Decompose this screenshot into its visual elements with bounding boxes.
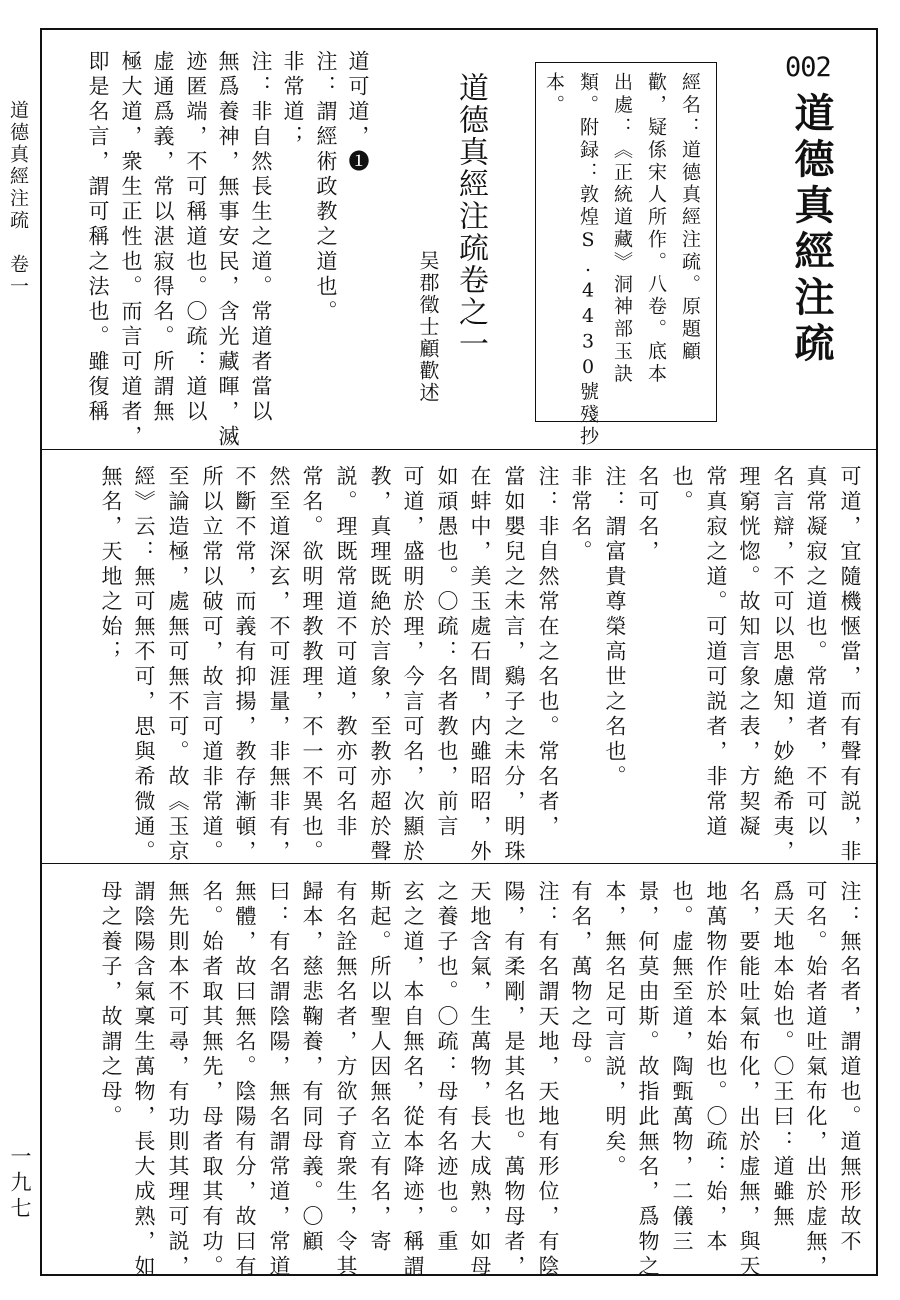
text-column: 本，無名足可言説，明矣。	[603, 880, 627, 1180]
text-column: 無名，天地之始；	[99, 465, 123, 665]
text-column: 無爲養神，無事安民，含光藏暉，滅	[216, 50, 240, 450]
text-column: 爲天地本始也。〇王曰：道雖無	[771, 880, 795, 1230]
text-column: 母之養子，故謂之母。	[99, 880, 123, 1130]
text-column: 在蚌中，美玉處石間，内雖昭昭，外	[468, 465, 492, 865]
book-title: 道德真經注疏	[788, 92, 835, 368]
text-column: 歸本，慈悲鞠養，有同母義。〇顧	[300, 880, 324, 1255]
entry-number: 002	[785, 52, 831, 83]
text-column: 景，何莫由斯。故指此無名，爲物之	[636, 880, 660, 1280]
text-column: 名可名，	[636, 465, 660, 565]
text-column: 道可道，❶	[346, 50, 370, 175]
text-column: 然至道深玄，不可涯量，非無非有，	[267, 465, 291, 865]
text-column: 可道，盛明於理，今言可名，次顯於	[401, 465, 425, 865]
text-column: 注：有名謂天地，天地有形位，有陰	[536, 880, 560, 1280]
text-column: 本。	[543, 72, 565, 117]
text-column: 斯起。所以聖人因無名立有名，寄	[368, 880, 392, 1255]
text-column: 可名。始者道吐氣布化，出於虚無，	[804, 880, 828, 1280]
text-column: 當如嬰兒之未言，鷄子之未分，明珠	[502, 465, 526, 865]
text-column: 歡，疑係宋人所作。八卷。底本	[645, 72, 667, 386]
text-column: 説。理既常道不可道，教亦可名非	[334, 465, 358, 840]
text-column: 也。	[670, 465, 694, 515]
text-column: 至論造極，處無可無不可。故《玉京	[166, 465, 190, 865]
text-column: 有名詮無名者，方欲子育衆生，令其	[334, 880, 358, 1280]
text-column: 曰：有名謂陰陽，無名謂常道，常道	[267, 880, 291, 1280]
text-column: 之養子也。〇疏：母有名迹也。重	[435, 880, 459, 1255]
text-column: 常名。欲明理教教理，不一不異也。	[300, 465, 324, 865]
text-column: 注：非自然長生之道。常道者當以	[249, 50, 273, 425]
text-column: 注：謂富貴尊榮高世之名也。	[603, 465, 627, 790]
text-column: 即是名言，謂可稱之法也。雖復稱	[86, 50, 110, 425]
volume-title: 道德真經注疏卷之一	[453, 72, 488, 360]
text-column: 名，要能吐氣布化，出於虚無，與天	[737, 880, 761, 1280]
page-number: 一九七	[8, 1145, 32, 1223]
text-column: 玄之道，本自無名，從本降迹，稱謂	[401, 880, 425, 1280]
text-column: 有名，萬物之母。	[569, 880, 593, 1080]
text-column: 名。始者取其無先，母者取其有功。	[200, 880, 224, 1280]
text-column: 無體，故曰無名。陰陽有分，故曰有	[233, 880, 257, 1280]
text-column: 極大道，衆生正性也。而言可道者，	[119, 50, 143, 450]
text-column: 注：非自然常在之名也。常名者，	[536, 465, 560, 840]
band-divider-1	[40, 449, 878, 450]
text-column: 非常名。	[569, 465, 593, 565]
text-column: 真常凝寂之道也。常道者，不可以	[804, 465, 828, 840]
text-column: 迹匿端，不可稱道也。〇疏：道以	[184, 50, 208, 425]
text-column: 無先則本不可尋，有功則其理可説，	[166, 880, 190, 1280]
text-column: 教，真理既絶於言象，至教亦超於聲	[368, 465, 392, 865]
running-title: 道德真經注疏 卷一	[7, 100, 29, 298]
text-column: 也。虚無至道，陶甄萬物，二儀三	[670, 880, 694, 1255]
text-column: 非常道；	[281, 50, 305, 150]
text-column: 理窮恍惚。故知言象之表，方契凝	[737, 465, 761, 840]
text-column: 所以立常以破可，故言可道非常道。	[200, 465, 224, 865]
text-column: 如頑愚也。〇疏：名者教也，前言	[435, 465, 459, 840]
text-column: 注：謂經術政教之道也。	[314, 50, 338, 325]
text-column: 類。附録：敦煌S.4430號殘抄	[577, 72, 599, 449]
text-column: 不斷不常，而義有抑揚，教存漸頓，	[233, 465, 257, 865]
text-column: 經》云：無可無不可，思與希微通。	[132, 465, 156, 865]
author-line: 吴郡徵士顧歡述	[416, 250, 440, 404]
text-column: 陽，有柔剛，是其名也。萬物母者，	[502, 880, 526, 1280]
text-column: 地萬物作於本始也。〇疏：始，本	[704, 880, 728, 1255]
text-column: 可道，宜隨機愜當，而有聲有説，非	[838, 465, 862, 865]
text-column: 常真寂之道。可道可説者，非常道	[704, 465, 728, 840]
text-column: 經名：道德真經注疏。原題顧	[679, 72, 701, 364]
text-column: 天地含氣，生萬物，長大成熟，如母	[468, 880, 492, 1280]
text-column: 名言辯，不可以思慮知，妙絶希夷，	[771, 465, 795, 865]
text-column: 虚通爲義，常以湛寂得名。所謂無	[151, 50, 175, 425]
text-column: 注：無名者，謂道也。道無形故不	[838, 880, 862, 1255]
text-column: 謂陰陽含氣稟生萬物，長大成熟，如	[132, 880, 156, 1280]
text-column: 出處：《正統道藏》洞神部玉訣	[611, 72, 633, 386]
